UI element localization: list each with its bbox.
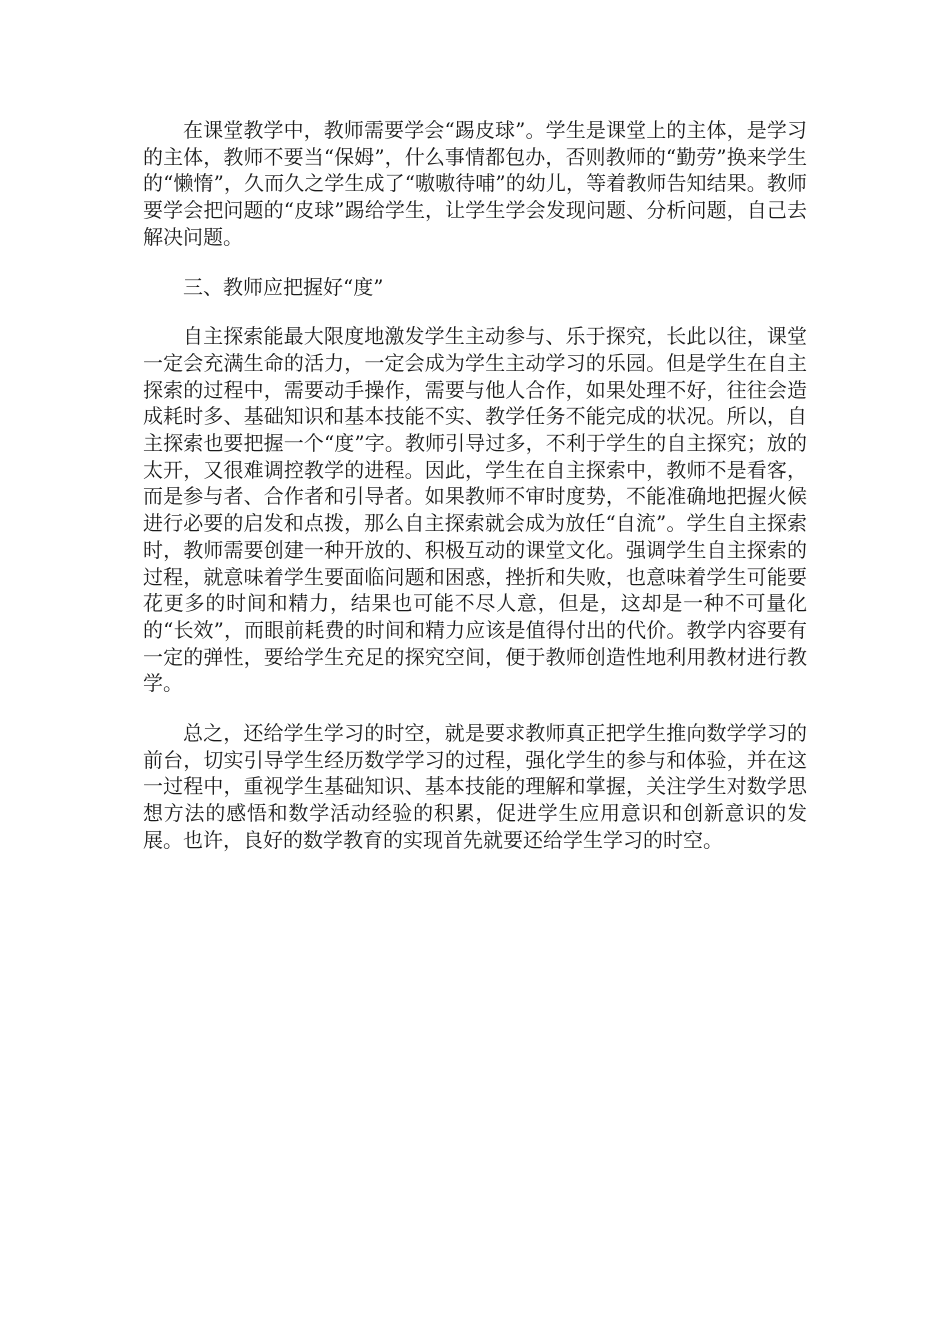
document-body bbox=[143, 117, 807, 877]
section-heading-degree: 三、教师应把握好“度” bbox=[183, 274, 384, 299]
paragraph-conclusion: 总之，还给学生学习的时空，就是要求教师真正把学生推向数学学习的前台，切实引导学生经历数学学习的过程，强化学生的参与和体验，并在这一过程中，重视学生基础知识、基本技能的理解和掌握，关注学生对数学思想方法的感悟和数学活动经验的积累，促进学生应用意识和创新意识的发展。也许，良好的数学教育的实现首先就要还给学生学习的时空。 bbox=[143, 721, 807, 852]
paragraph-kick-ball: 在课堂教学中，教师需要学会“踢皮球”。学生是课堂上的主体，是学习的主体，教师不要当“保姆”，什么事情都包办，否则教师的“勤劳”换来学生的“懒惰”，久而久之学生成了“嗷嗷待哺”的幼儿，等着教师告知结果。教师要学会把问题的“皮球”踢给学生，让学生学会发现问题、分析问题，自己去解决问题。 bbox=[143, 118, 807, 249]
paragraph-self-exploration: 自主探索能最大限度地激发学生主动参与、乐于探究，长此以往，课堂一定会充满生命的活力，一定会成为学生主动学习的乐园。但是学生在自主探索的过程中，需要动手操作，需要与他人合作，如果处理不好，往往会造成耗时多、基础知识和基本技能不实、教学任务不能完成的状况。所以，自主探索也要把握一个“度”字。教师引导过多，不利于学生的自主探究；放的太开，又很难调控教学的进程。因此，学生在自主探索中，教师不是看客，而是参与者、合作者和引导者。如果教师不审时度势，不能准确地把握火候进行必要的启发和点拨，那么自主探索就会成为放任“自流”。学生自主探索时，教师需要创建一种开放的、积极互动的课堂文化。强调学生自主探索的过程，就意味着学生要面临问题和困惑，挫折和失败，也意味着学生可能要花更多的时间和精力，结果也可能不尽人意，但是，这却是一种不可量化的“长效”，而眼前耗费的时间和精力应该是值得付出的代价。教学内容要有一定的弹性，要给学生充足的探究空间，便于教师创造性地利用教材进行教学。 bbox=[143, 324, 807, 696]
